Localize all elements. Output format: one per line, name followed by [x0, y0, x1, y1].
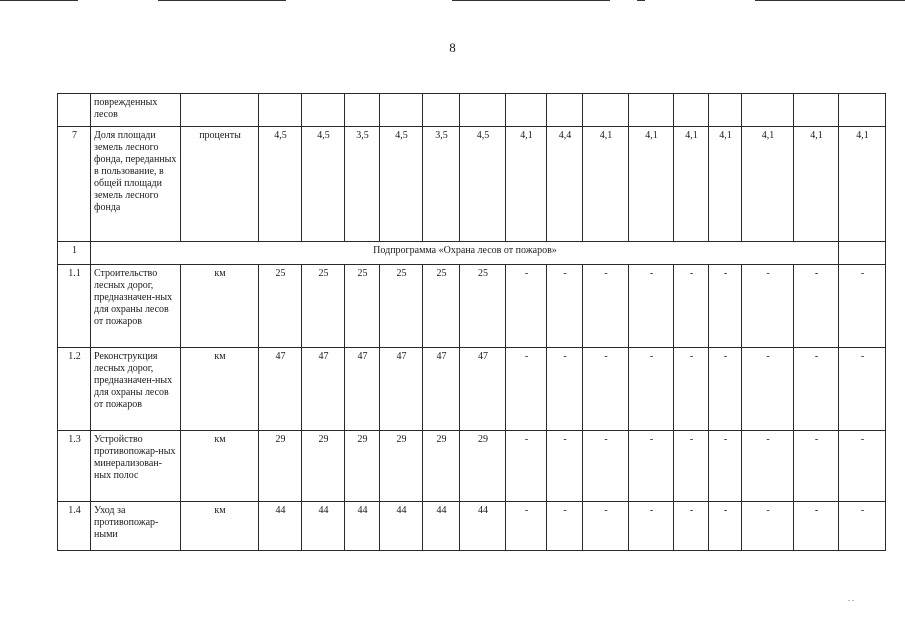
subprogram-row — [58, 242, 886, 265]
value-cell: - — [742, 348, 794, 431]
row-number: 1.1 — [58, 265, 91, 348]
value-cell: - — [629, 431, 674, 502]
page-number: 8 — [449, 40, 456, 55]
table-row — [58, 502, 886, 551]
scan-edge-line — [158, 0, 286, 1]
value-cell: - — [839, 265, 886, 348]
value-cell: - — [674, 265, 709, 348]
value-cell — [259, 94, 302, 127]
value-cell: - — [547, 502, 583, 551]
value-cell: - — [506, 431, 547, 502]
value-cell: - — [674, 502, 709, 551]
value-cell: - — [839, 502, 886, 551]
unit-of-measure: км — [181, 348, 259, 431]
value-cell: 25 — [423, 265, 460, 348]
indicator-name: поврежденных лесов — [91, 94, 181, 127]
indicator-name: Реконструкция лесных дорог, предназначен-ных для охраны лесов от пожаров — [91, 348, 181, 431]
value-cell: 47 — [380, 348, 423, 431]
value-cell: 47 — [460, 348, 506, 431]
value-cell: 25 — [302, 265, 345, 348]
value-cell: 44 — [380, 502, 423, 551]
value-cell: 4,5 — [460, 127, 506, 242]
value-cell: 4,5 — [380, 127, 423, 242]
value-cell: 4,5 — [302, 127, 345, 242]
scan-edge-line — [637, 0, 645, 1]
value-cell: 44 — [259, 502, 302, 551]
value-cell: - — [547, 265, 583, 348]
table-row — [58, 127, 886, 242]
value-cell: - — [742, 265, 794, 348]
value-cell: 47 — [345, 348, 380, 431]
value-cell: 25 — [345, 265, 380, 348]
value-cell: - — [583, 502, 629, 551]
value-cell: 29 — [380, 431, 423, 502]
value-cell: - — [794, 265, 839, 348]
row-number: 1.4 — [58, 502, 91, 551]
value-cell: - — [629, 348, 674, 431]
value-cell — [506, 94, 547, 127]
value-cell — [709, 94, 742, 127]
table-row — [58, 348, 886, 431]
scan-edge-line — [0, 0, 78, 1]
value-cell — [547, 94, 583, 127]
indicator-name: Устройство противопожар-ных минерализован-ных полос — [91, 431, 181, 502]
value-cell: 4,1 — [506, 127, 547, 242]
unit-of-measure: км — [181, 431, 259, 502]
value-cell: 4,1 — [839, 127, 886, 242]
value-cell: 4,1 — [742, 127, 794, 242]
value-cell: 4,1 — [794, 127, 839, 242]
value-cell — [345, 94, 380, 127]
row-number: 1.2 — [58, 348, 91, 431]
value-cell — [460, 94, 506, 127]
value-cell — [742, 94, 794, 127]
value-cell: - — [709, 502, 742, 551]
value-cell: 3,5 — [345, 127, 380, 242]
value-cell — [629, 94, 674, 127]
value-cell: - — [506, 502, 547, 551]
value-cell: 47 — [423, 348, 460, 431]
value-cell: 4,4 — [547, 127, 583, 242]
row-number — [58, 94, 91, 127]
value-cell: 4,1 — [583, 127, 629, 242]
value-cell — [302, 94, 345, 127]
subprogram-title: Подпрограмма «Охрана лесов от пожаров» — [91, 242, 839, 265]
value-cell: - — [839, 431, 886, 502]
indicator-name: Доля площади земель лесного фонда, переданных в пользование, в общей площади земель лесного фонда — [91, 127, 181, 242]
value-cell: - — [674, 348, 709, 431]
row-number: 1.3 — [58, 431, 91, 502]
table-cell — [839, 242, 886, 265]
scan-corner-marks: . . — [848, 594, 854, 603]
value-cell: - — [794, 502, 839, 551]
value-cell: 25 — [259, 265, 302, 348]
value-cell — [583, 94, 629, 127]
value-cell: - — [839, 348, 886, 431]
value-cell: 29 — [423, 431, 460, 502]
unit-of-measure: км — [181, 265, 259, 348]
indicator-name: Уход за противопожар-ными — [91, 502, 181, 551]
value-cell: 47 — [259, 348, 302, 431]
value-cell: - — [583, 348, 629, 431]
row-number: 7 — [58, 127, 91, 242]
value-cell: 25 — [380, 265, 423, 348]
value-cell: 47 — [302, 348, 345, 431]
value-cell: 29 — [345, 431, 380, 502]
value-cell: 44 — [460, 502, 506, 551]
indicators-table — [57, 93, 886, 551]
value-cell: - — [629, 265, 674, 348]
unit-of-measure — [181, 94, 259, 127]
scan-edge-line — [452, 0, 610, 1]
table-row — [58, 431, 886, 502]
value-cell: - — [506, 265, 547, 348]
value-cell: 4,1 — [674, 127, 709, 242]
value-cell — [839, 94, 886, 127]
scan-edge-line — [755, 0, 905, 1]
value-cell: 3,5 — [423, 127, 460, 242]
value-cell: - — [583, 431, 629, 502]
table-row — [58, 265, 886, 348]
value-cell: - — [709, 431, 742, 502]
value-cell: - — [674, 431, 709, 502]
value-cell: - — [506, 348, 547, 431]
value-cell: 29 — [302, 431, 345, 502]
value-cell: - — [794, 431, 839, 502]
value-cell: - — [547, 431, 583, 502]
value-cell: - — [794, 348, 839, 431]
value-cell: 25 — [460, 265, 506, 348]
unit-of-measure: км — [181, 502, 259, 551]
value-cell: - — [709, 348, 742, 431]
value-cell: 29 — [259, 431, 302, 502]
value-cell — [380, 94, 423, 127]
value-cell: 44 — [302, 502, 345, 551]
value-cell — [674, 94, 709, 127]
value-cell: 4,1 — [709, 127, 742, 242]
value-cell: 4,5 — [259, 127, 302, 242]
value-cell: - — [629, 502, 674, 551]
value-cell — [794, 94, 839, 127]
value-cell: - — [583, 265, 629, 348]
indicator-name: Строительство лесных дорог, предназначен-ных для охраны лесов от пожаров — [91, 265, 181, 348]
value-cell: - — [709, 265, 742, 348]
value-cell: - — [547, 348, 583, 431]
value-cell: 4,1 — [629, 127, 674, 242]
row-number: 1 — [58, 242, 91, 265]
value-cell: 44 — [345, 502, 380, 551]
value-cell: - — [742, 502, 794, 551]
unit-of-measure: проценты — [181, 127, 259, 242]
value-cell: 29 — [460, 431, 506, 502]
table-row — [58, 94, 886, 127]
value-cell: 44 — [423, 502, 460, 551]
value-cell — [423, 94, 460, 127]
value-cell: - — [742, 431, 794, 502]
